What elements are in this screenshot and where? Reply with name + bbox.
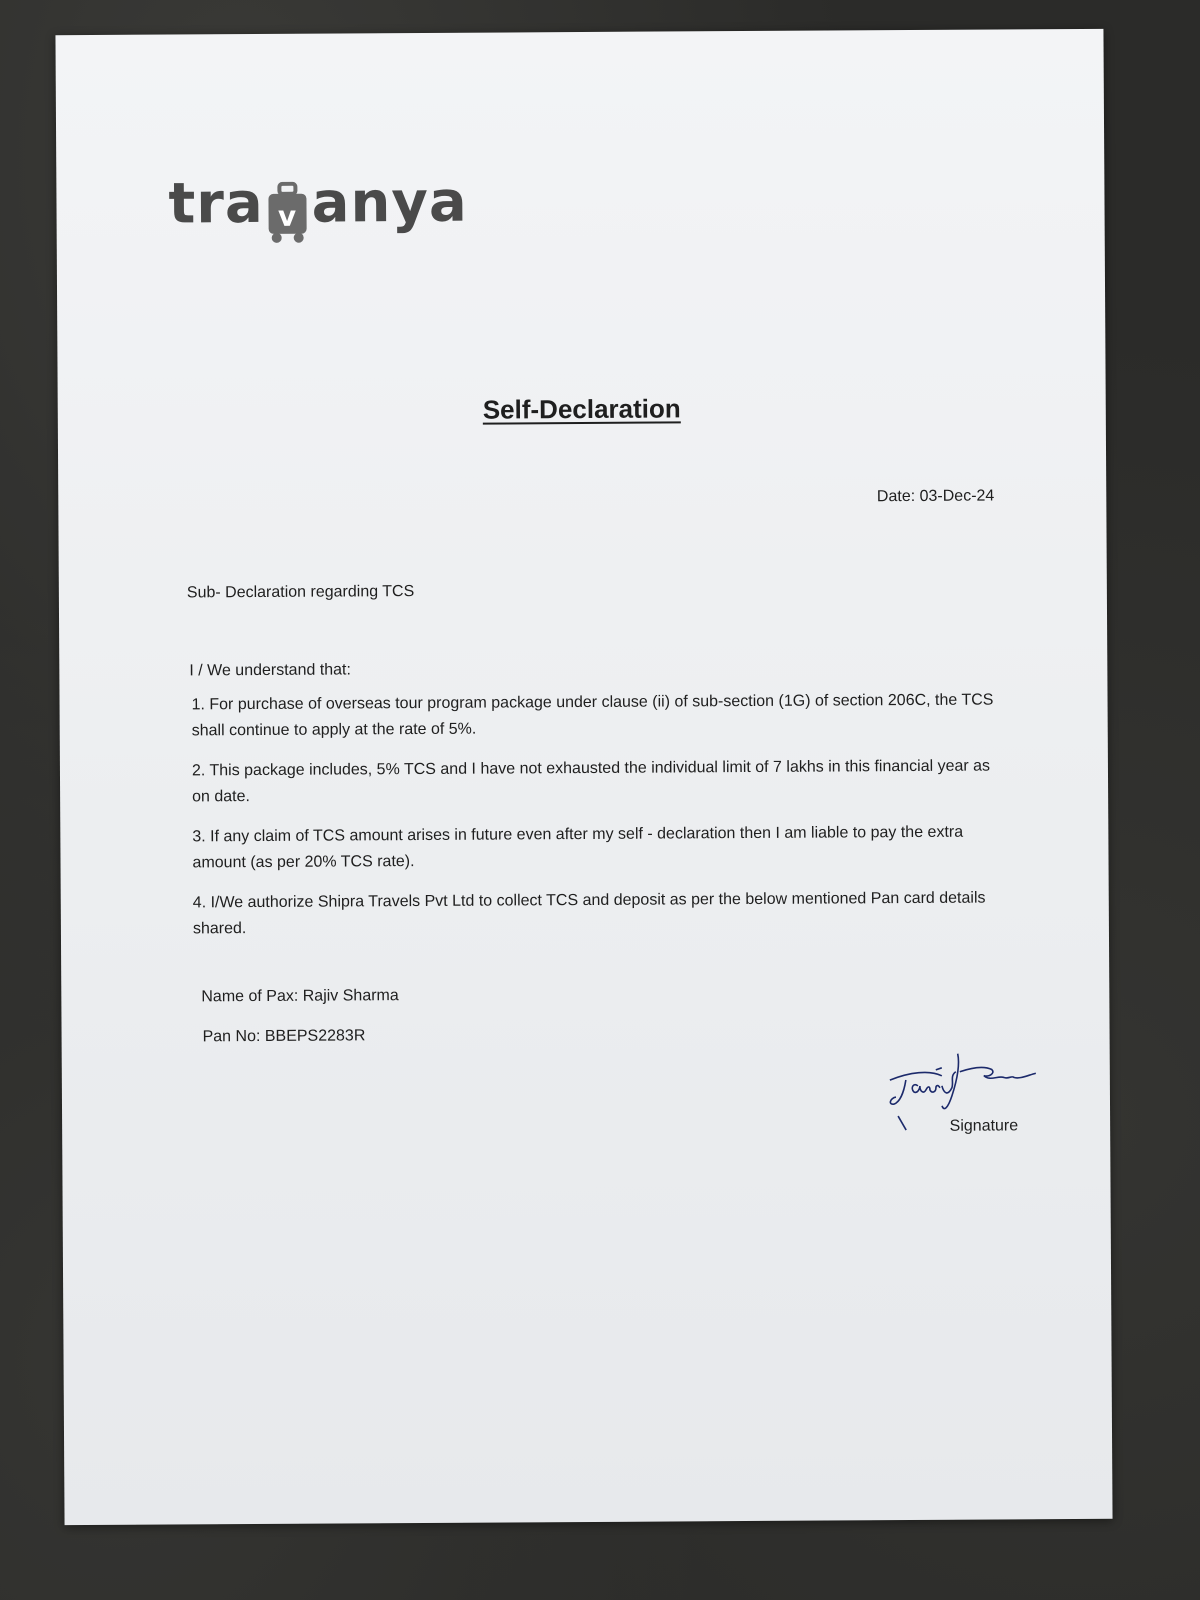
declaration-point-3: 3. If any claim of TCS amount arises in future even after my self - declaration then I am liable to pay the extra amount (as per 20% TCS rate).	[192, 823, 964, 872]
logo-text-end: anya	[311, 169, 468, 236]
document-page	[55, 29, 1112, 1525]
pax-name: Name of Pax: Rajiv Sharma	[201, 987, 399, 1006]
signature-label: Signature	[949, 1117, 1019, 1135]
declaration-point-1: 1. For purchase of overseas tour program package under clause (ii) of sub-section (1G) of section 206C, the TCS shall continue to apply at the rate of 5%.	[191, 691, 994, 740]
title-text: Self-Declaration	[482, 393, 681, 425]
declaration-points	[191, 687, 1003, 956]
logo-badge-letter: v	[278, 199, 298, 233]
declaration-point-2: 2. This package includes, 5% TCS and I have not exhausted the individual limit of 7 lakhs in this financial year as on date.	[191, 757, 991, 806]
declaration-point-4: 4. I/We authorize Shipra Travels Pvt Ltd to collect TCS and deposit as per the below mentioned Pan card details shared.	[192, 889, 986, 938]
pan-number: Pan No: BBEPS2283R	[202, 1027, 366, 1046]
travanya-logo	[168, 151, 468, 243]
logo-text-start: tra	[168, 170, 264, 237]
page-title	[58, 391, 1106, 428]
intro-line: I / We understand that:	[189, 661, 351, 680]
document-date: Date: 03-Dec-24	[876, 487, 995, 506]
subject-line: Sub- Declaration regarding TCS	[186, 583, 415, 602]
suitcase-icon	[266, 182, 310, 242]
